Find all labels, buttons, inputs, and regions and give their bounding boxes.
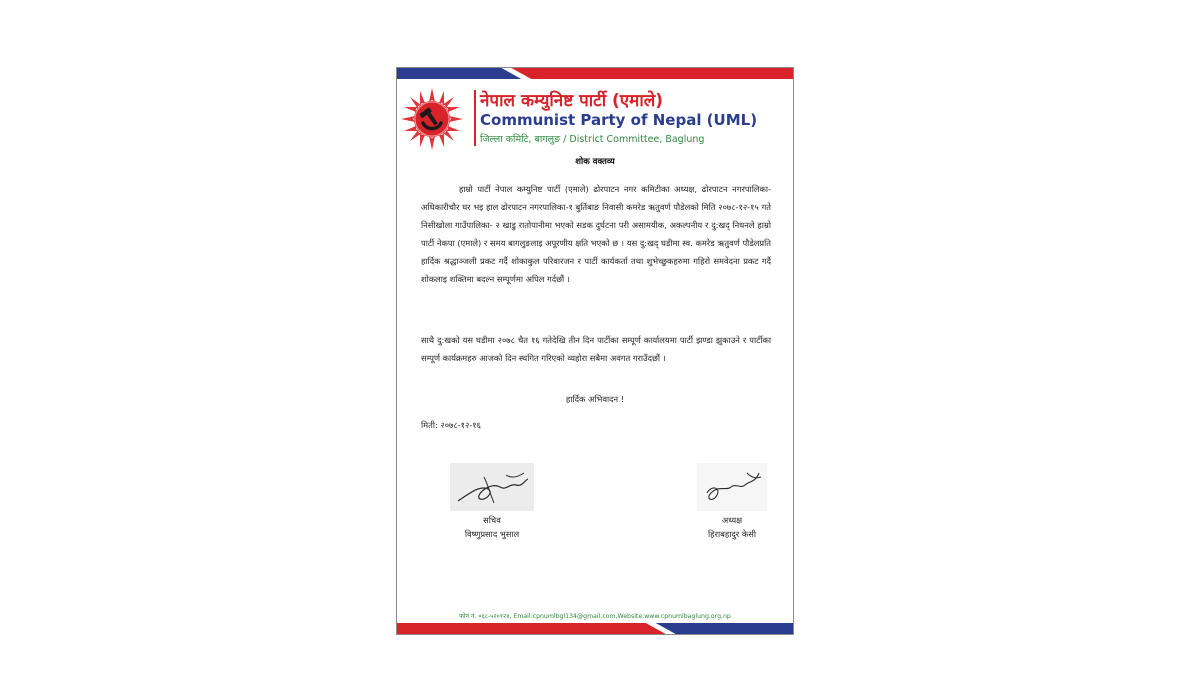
signatory-title: सचिव — [483, 515, 501, 525]
body-paragraph-2: साथै दु:खको यस घडीमा २०७८ चैत १६ गतेदेखि तीन दिन पार्टीका सम्पूर्ण कार्यालयमा पार्टी झण्डा झुकाउने र पार्टीका सम्पूर्ण कार्यक्रमहरु आजको दिन स्थगित गरिएको व्यहोरा सबैमा अवगत गराउँदछौं । — [421, 335, 771, 363]
statement-document — [396, 67, 794, 635]
committee-subtitle: जिल्ला कमिटि, बागलुङ / District Committee, Baglung — [480, 134, 705, 145]
header-color-band — [397, 68, 793, 79]
footer-color-band — [397, 623, 793, 634]
signatory-secretary — [437, 463, 547, 541]
party-name-english: Communist Party of Nepal (UML) — [480, 111, 758, 129]
statement-subject: शोक वक्तव्य — [575, 157, 615, 167]
statement-date: मिती: २०७८-१२-१६ — [421, 420, 481, 430]
signatory-title: अध्यक्ष — [721, 515, 743, 525]
signature-image — [697, 463, 767, 511]
signatory-name: विष्णुप्रसाद भुसाल — [464, 529, 520, 539]
signatory-chairman — [687, 463, 777, 541]
contact-footer: फोन नं. ०६८-५२०१२४, Email:cpnumlbgl134@gmail.com,Website:www.cpnumlbaglung.org.np — [459, 613, 731, 620]
closing-greeting: हार्दिक अभिवादन ! — [565, 394, 625, 404]
signature-image — [450, 463, 534, 511]
party-name-nepali: नेपाल कम्युनिष्ट पार्टी (एमाले) — [480, 91, 664, 111]
signatory-name: हिराबहादुर केसी — [708, 529, 756, 539]
body-paragraph-1: हाम्रो पार्टी नेपाल कम्युनिष्ट पार्टी (एमाले) ढोरपाटन नगर कमिटीका अध्यक्ष, ढोरपाटन नगरपालिका- अधिकारीचौर घर भइ हाल ढोरपाटन नगरपालिका-१ बुर्तिबाङ निवासी कमरेड ऋतुवर्ण पौडेलको मिति २०७८-१२-१५ गते निसीखोला गाउँपालिका- २ खाडु रातोपानीमा भएको सडक दुर्घटना परी असामयीक, अकल्पनीय र दु:खद् निधनले हाम्रो पार्टी नेकपा (एमाले) र समय बागलुङलाइ अपूरणीय क्षति भएको छ । यस दु:खद् घडीमा स्व. कमरेड ऋतुवर्ण पौडेलप्रति हार्दिक श्रद्धाञ्जली प्रकट गर्दै शोकाकुल परिवारजन र पार्टी कार्यकर्ता तथा शुभेच्छुकहरुमा गहिरो समवेदना प्रकट गर्दै शोकलाइ शक्तिमा बदल्न सम्पूर्णमा अपिल गर्दछौं । — [421, 184, 771, 284]
header-divider — [474, 90, 476, 146]
party-logo-icon — [401, 88, 463, 150]
